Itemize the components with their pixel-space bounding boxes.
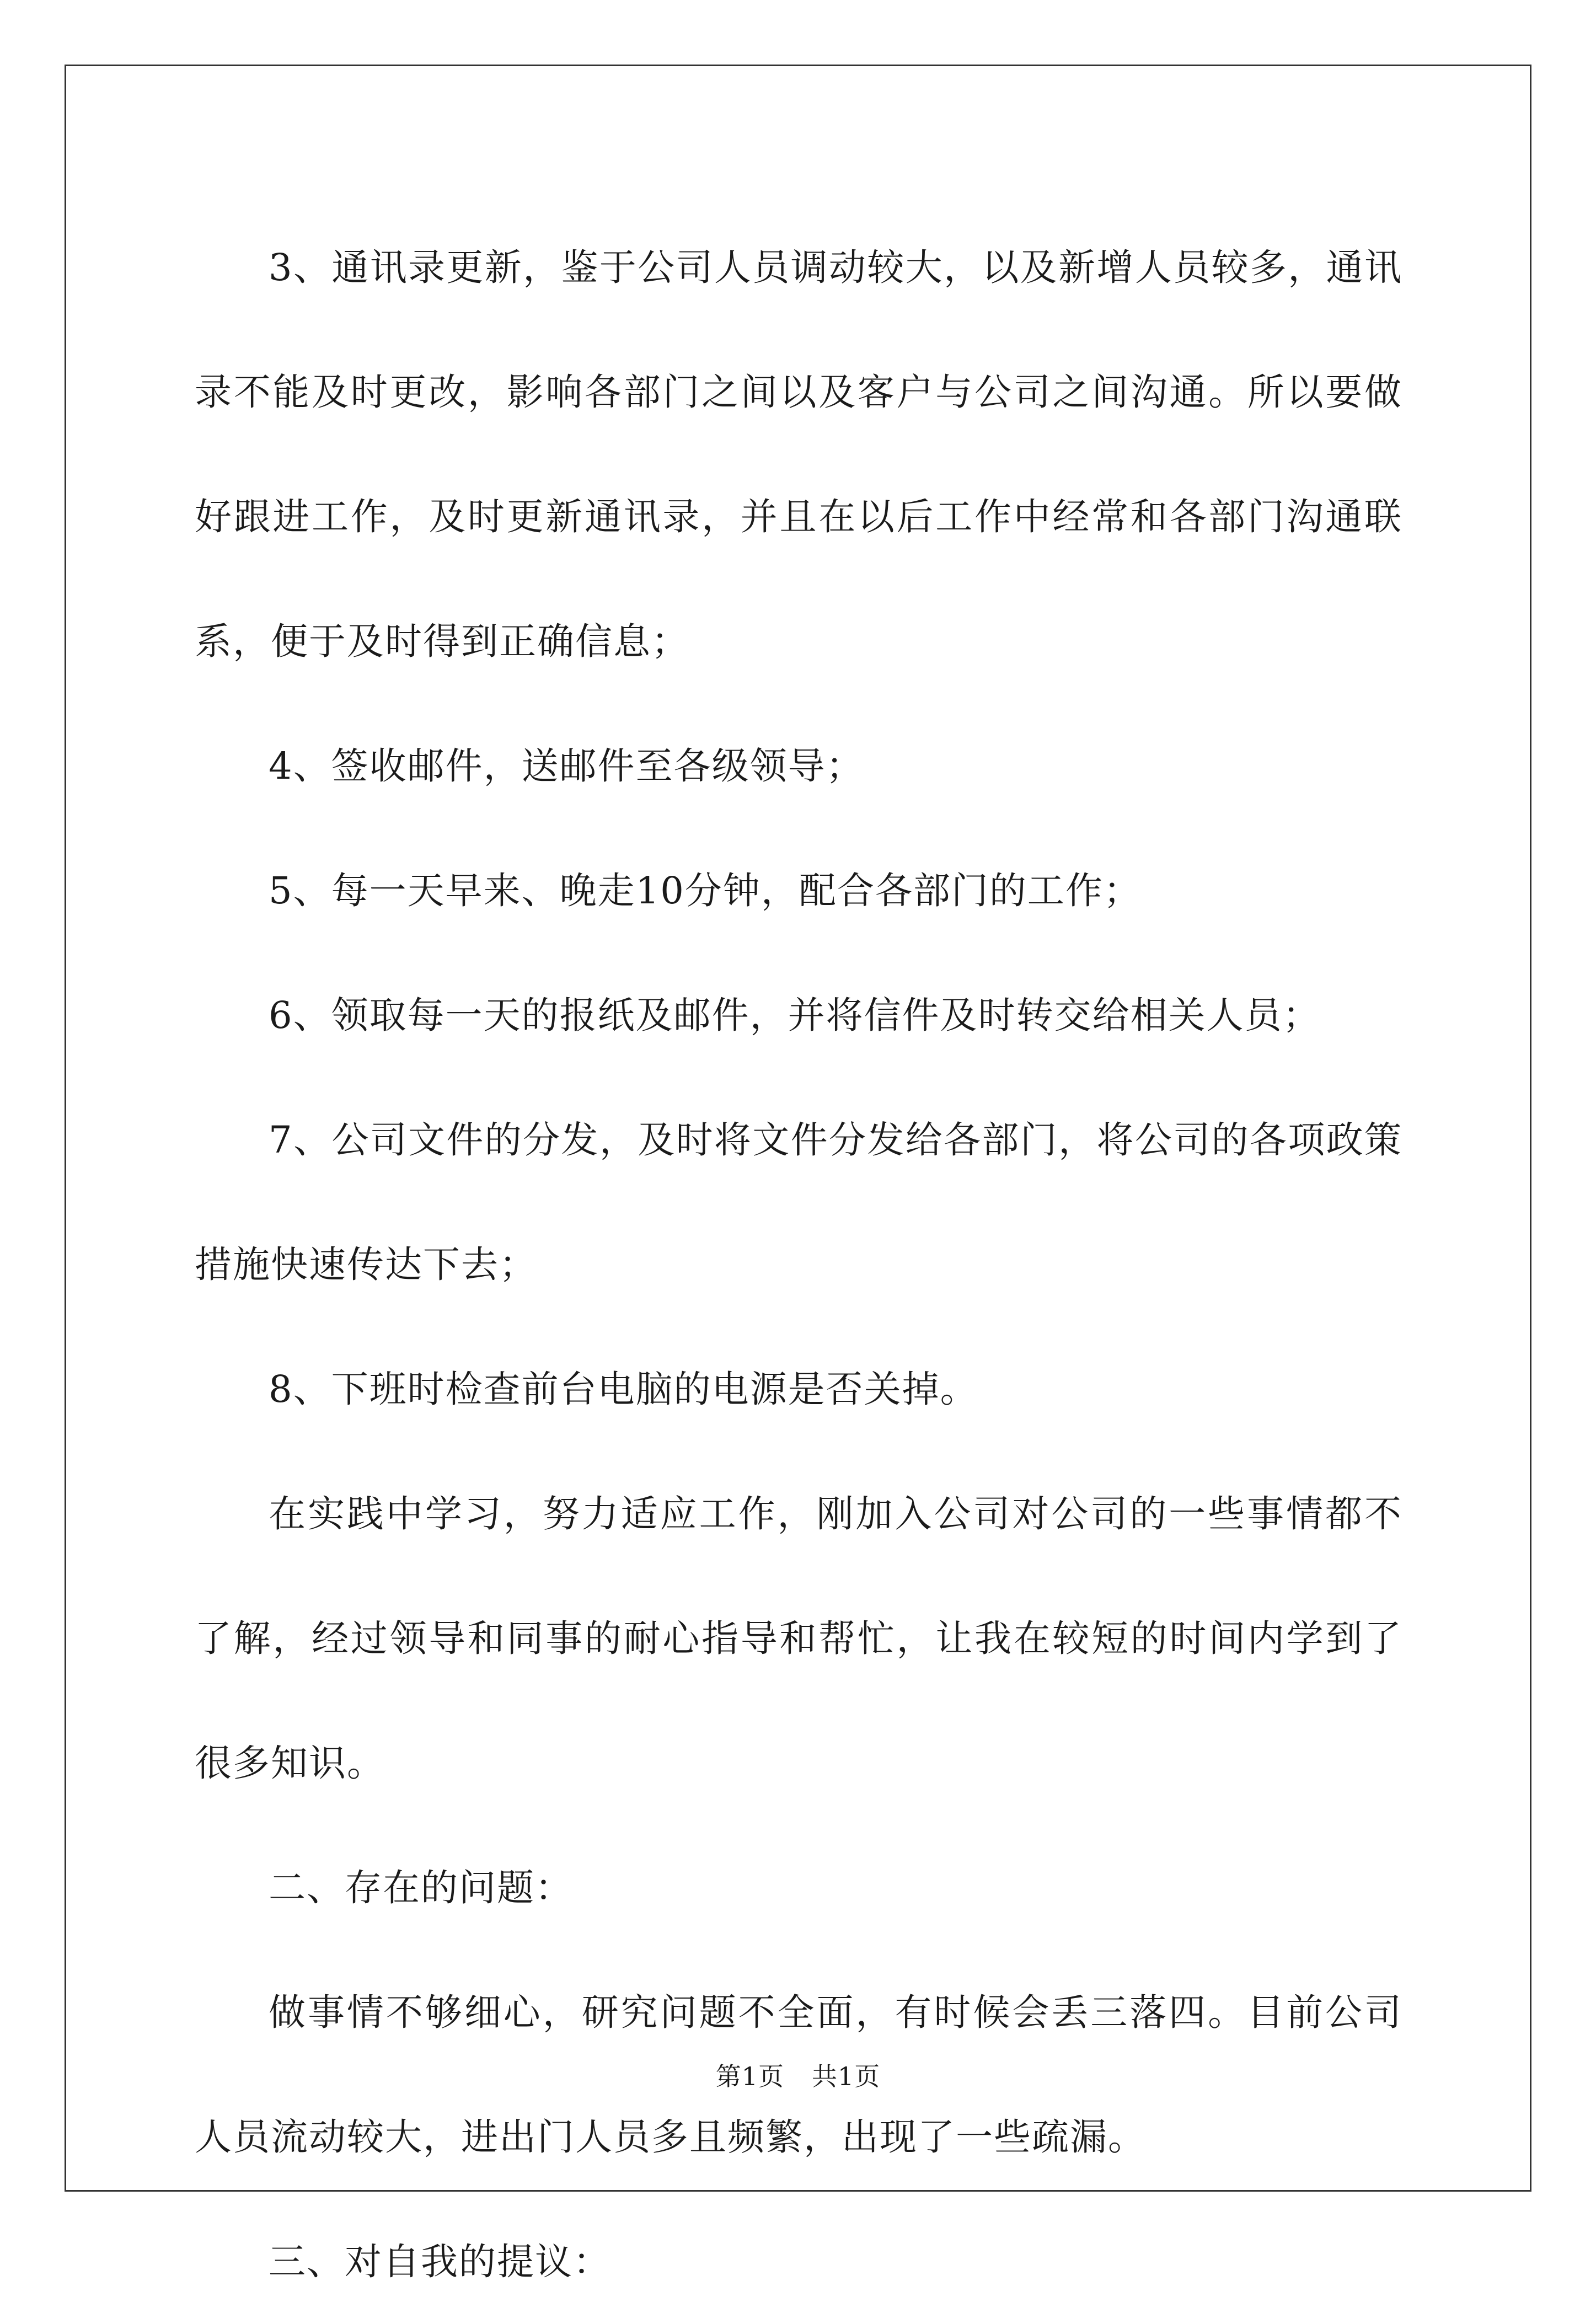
paragraph: 5、每一天早来、晚走10分钟，配合各部门的工作；	[269, 869, 1142, 912]
paragraph: 3、通讯录更新，鉴于公司人员调动较大，以及新增人员较多，通讯录不能及时更改，影响各部门之间以及客户与公司之间沟通。所以要做好跟进工作，及时更新通讯录，并且在以后工作中经常和各部门沟通联系，便于及时得到正确信息；	[195, 246, 1402, 663]
section-heading: 三、对自我的提议：	[269, 2240, 611, 2283]
paragraph: 8、下班时检查前台电脑的电源是否关掉。	[269, 1368, 978, 1411]
paragraph: 4、签收邮件，送邮件至各级领导；	[269, 745, 864, 788]
document-body	[195, 205, 1402, 2324]
page-footer	[0, 2060, 1596, 2093]
page-number-total: 共1页	[812, 2061, 881, 2091]
page-number-current: 第1页	[715, 2061, 784, 2091]
paragraph: 在实践中学习，努力适应工作，刚加入公司对公司的一些事情都不了解，经过领导和同事的耐心指导和帮忙，让我在较短的时间内学到了很多知识。	[195, 1492, 1402, 1785]
section-heading: 二、存在的问题：	[269, 1866, 573, 1909]
paragraph: 做事情不够细心，研究问题不全面，有时候会丢三落四。目前公司人员流动较大，进出门人员多且频繁，出现了一些疏漏。	[195, 1991, 1402, 2159]
paragraph: 6、领取每一天的报纸及邮件，并将信件及时转交给相关人员；	[269, 994, 1321, 1037]
paragraph: 7、公司文件的分发，及时将文件分发给各部门，将公司的各项政策措施快速传达下去；	[195, 1118, 1402, 1286]
